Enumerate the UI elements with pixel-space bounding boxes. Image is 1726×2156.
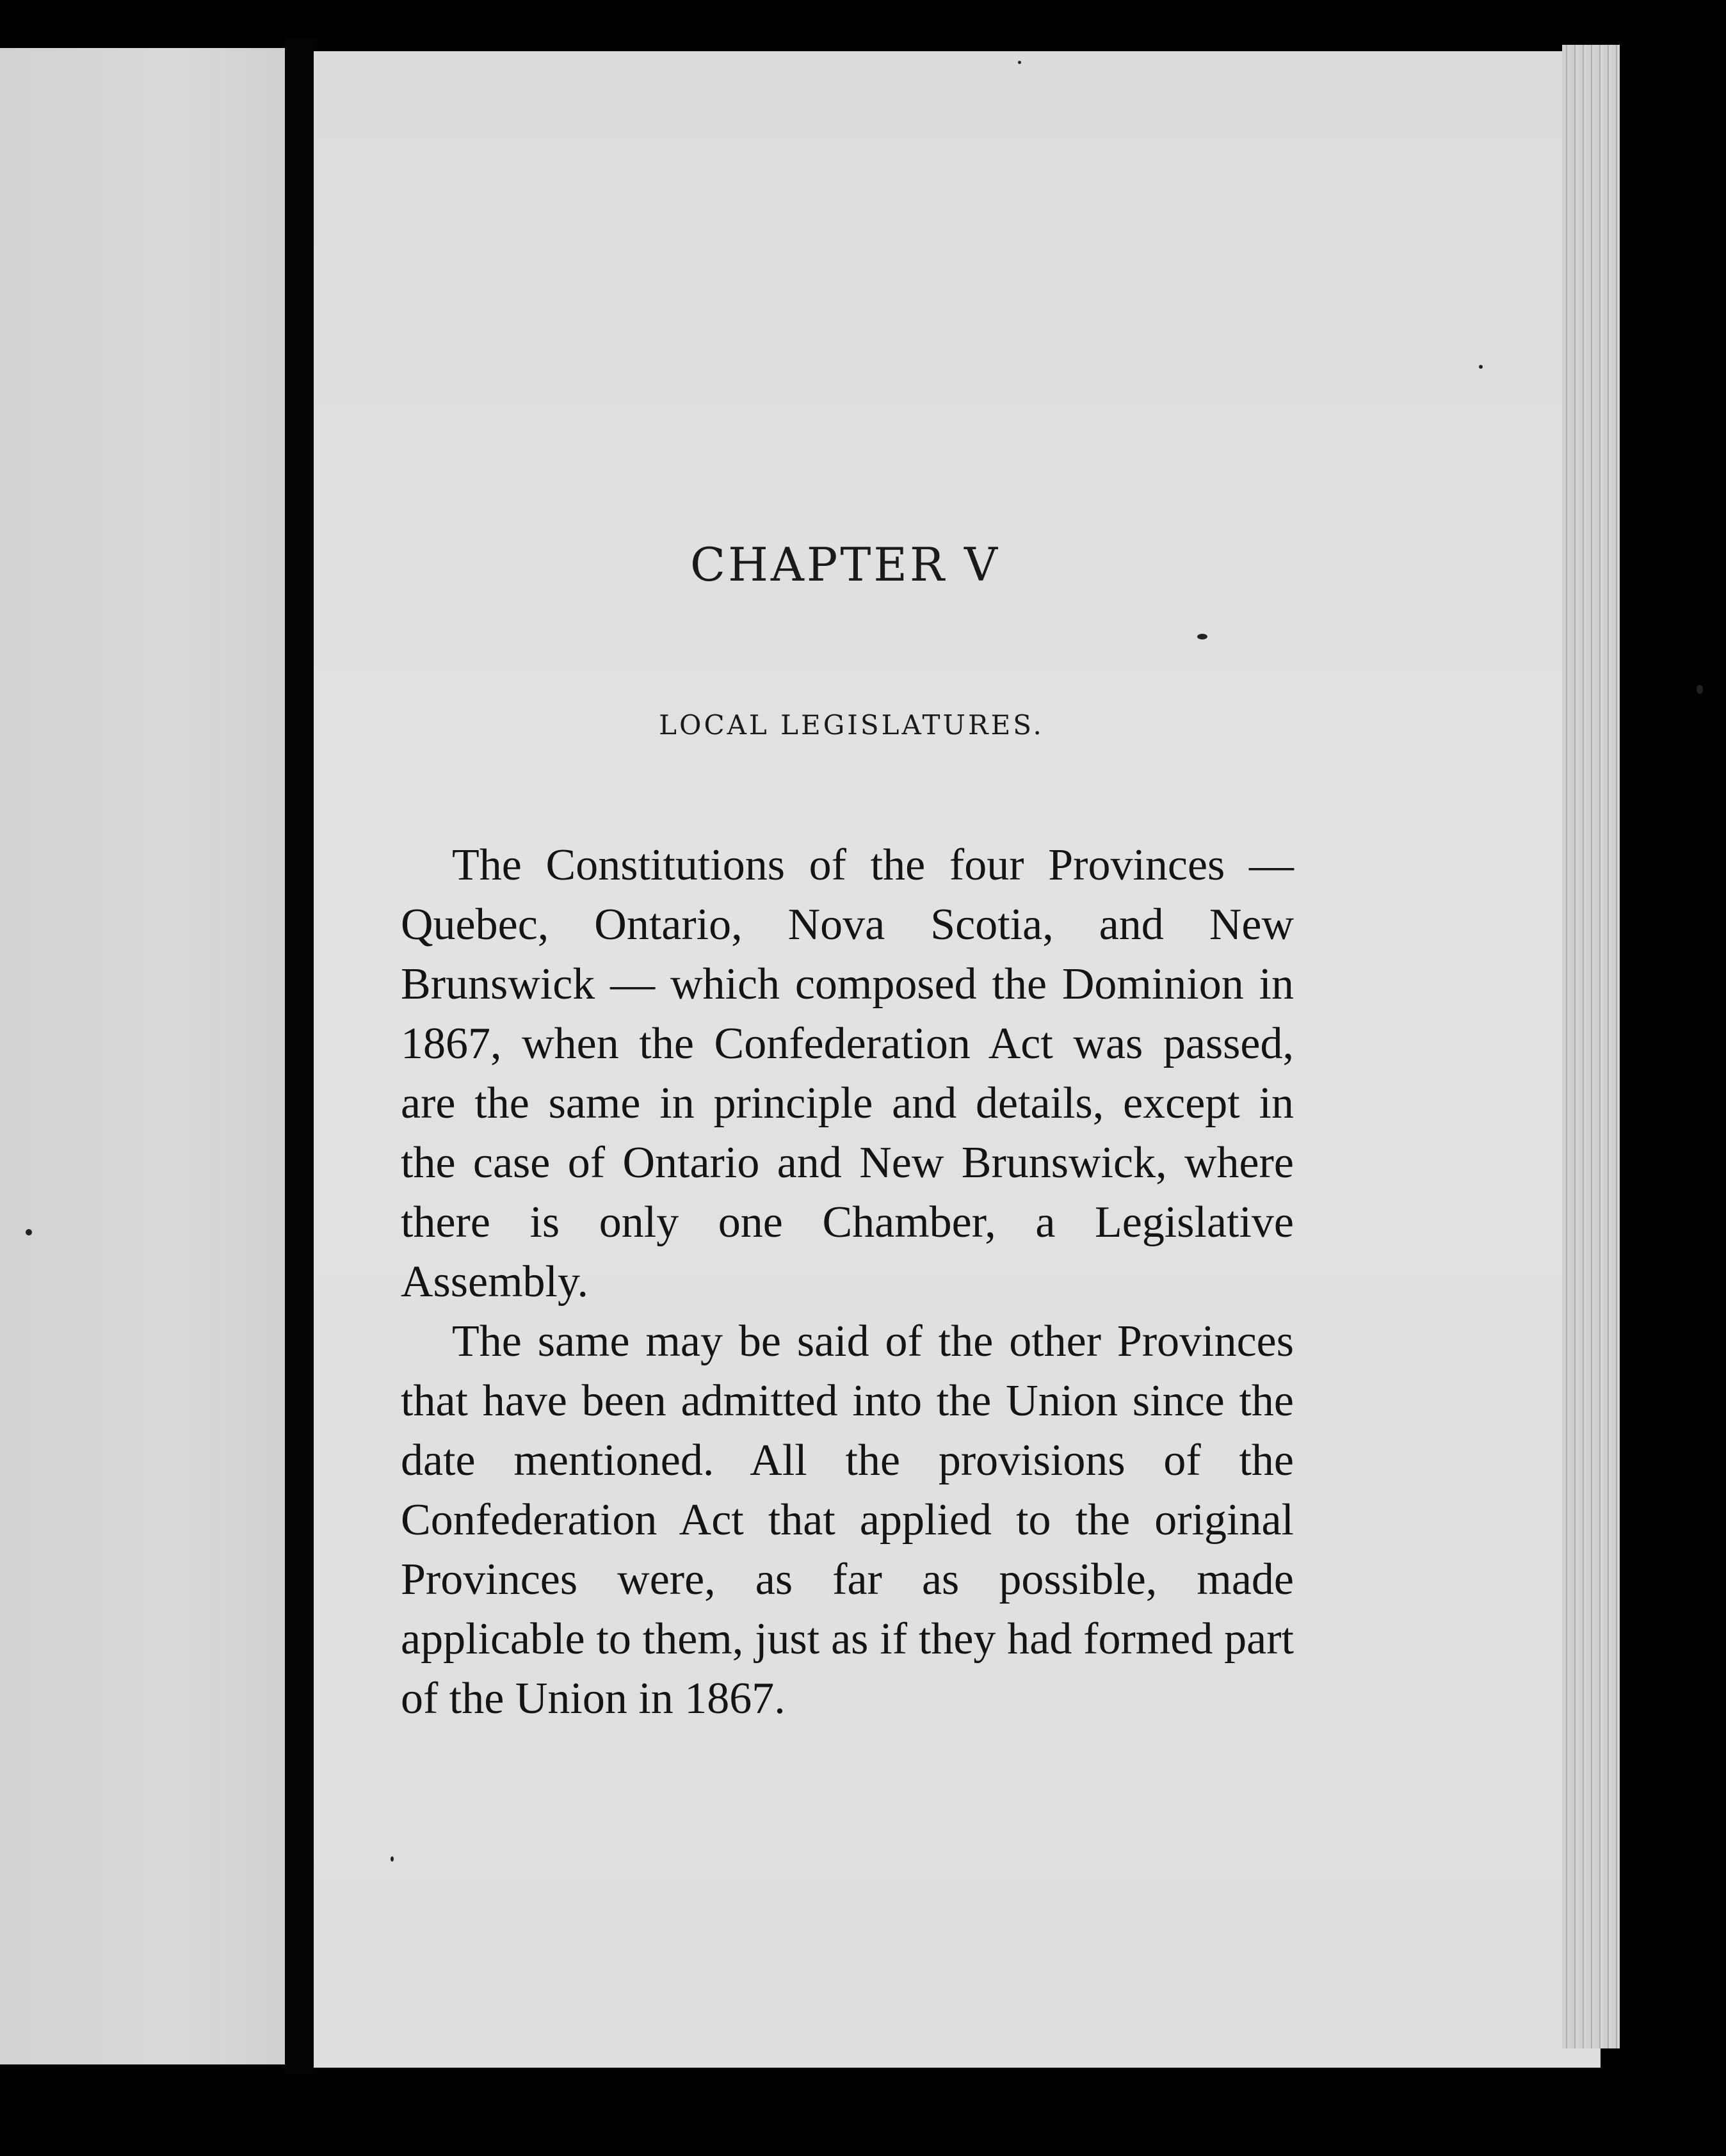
body-text — [401, 835, 1294, 1728]
speck — [1697, 685, 1703, 694]
book-gutter — [285, 38, 317, 2074]
speck — [1197, 634, 1207, 640]
speck — [26, 1229, 32, 1235]
stacked-page-edges — [1562, 45, 1620, 2048]
paragraph: The same may be said of the other Provinces that have been admitted into the Union since the date mentioned. All the provisions of the Confederation Act that applied to the original Provinces were, as far as possible, made applicable to them, just as if they had formed part of the Union in 1867. — [401, 1317, 1294, 1723]
chapter-heading: CHAPTER V — [690, 538, 1000, 591]
left-page-edge — [0, 48, 291, 2064]
chapter-subtitle: LOCAL LEGISLATURES. — [659, 709, 1044, 741]
speck — [391, 1856, 394, 1862]
speck — [1479, 365, 1483, 369]
paragraph: The Constitutions of the four Provinces — Quebec, Ontario, Nova Scotia, and New Brunswick — which composed the Dominion in 1867, when the Confederation Act was passed, are the same in principle and details, except in the case of Ontario and New Brunswick, where there is only one Chamber, a Legislative Assembly. — [401, 841, 1294, 1307]
speck — [1018, 61, 1021, 64]
